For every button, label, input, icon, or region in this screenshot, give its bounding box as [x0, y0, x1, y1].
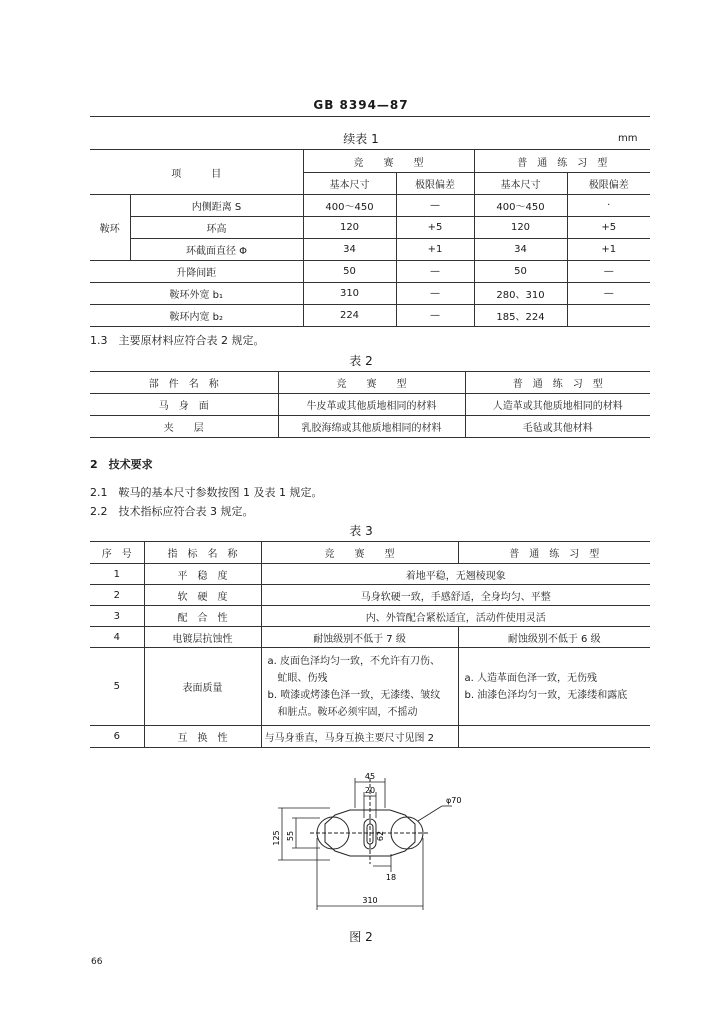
- table-cell: 马 身 面: [90, 394, 278, 416]
- table1: [90, 149, 650, 327]
- table-cell: 互 换 性: [144, 726, 261, 748]
- table2-header-competition: 竞 赛 型: [278, 372, 465, 394]
- table-cell: 夹 层: [90, 416, 278, 438]
- table-row: [90, 305, 650, 327]
- table-cell: 乳胶海绵或其他质地相同的材料: [278, 416, 465, 438]
- table-cell: [458, 726, 650, 748]
- table1-header-item: 项 目: [90, 150, 303, 195]
- table-cell: 内、外管配合紧松适宜，活动件使用灵活: [261, 606, 650, 627]
- table2-header-part: 部 件 名 称: [90, 372, 278, 394]
- table1-row-label: 鞍环外宽 b₁: [90, 283, 303, 305]
- table-cell: 4: [90, 627, 144, 648]
- table-cell: 120: [474, 217, 567, 239]
- table1-header-basic: 基本尺寸: [474, 173, 567, 195]
- table-cell: +5: [396, 217, 474, 239]
- table-row: [90, 606, 650, 627]
- table-cell: —: [396, 305, 474, 327]
- dim-label: φ70: [446, 796, 462, 805]
- table-cell: —: [567, 283, 650, 305]
- table-row: [90, 564, 650, 585]
- table1-row-label: 升降间距: [90, 261, 303, 283]
- dim-label: 55: [286, 830, 295, 842]
- table3-header-index: 指 标 名 称: [144, 542, 261, 564]
- table1-header-dev: 极限偏差: [396, 173, 474, 195]
- table-cell: 着地平稳，无翘棱现象: [261, 564, 650, 585]
- table-cell: 400～450: [303, 195, 396, 217]
- table2: [90, 371, 650, 438]
- table-row: [90, 283, 650, 305]
- table-cell: 平 稳 度: [144, 564, 261, 585]
- table-cell: +1: [396, 239, 474, 261]
- text-line: b. 喷漆或烤漆色泽一致，无漆缕、皱纹: [267, 689, 441, 701]
- table-cell: 耐蚀级别不低于 6 级: [458, 627, 650, 648]
- table1-group-label: 鞍环: [90, 195, 130, 261]
- table-row: [90, 195, 650, 217]
- table-cell: 50: [303, 261, 396, 283]
- table-cell: 5: [90, 648, 144, 726]
- table3-header-no: 序 号: [90, 542, 144, 564]
- table-cell: 50: [474, 261, 567, 283]
- paragraph-2-2: 2.2 技术指标应符合表 3 规定。: [90, 505, 254, 518]
- table-cell: —: [396, 283, 474, 305]
- table-cell: ·: [567, 195, 650, 217]
- standard-number: GB 8394—87: [313, 98, 409, 112]
- table1-row-label: 环截面直径 Φ: [130, 239, 303, 261]
- figure-caption: 图 2: [349, 930, 373, 944]
- dim-label: 62: [376, 830, 385, 842]
- table-cell: 2: [90, 585, 144, 606]
- text-line: a. 皮面色泽均匀一致，不允许有刀伤、: [267, 655, 440, 667]
- table-cell: 牛皮革或其他质地相同的材料: [278, 394, 465, 416]
- table-cell: 马身软硬一致，手感舒适，全身均匀、平整: [261, 585, 650, 606]
- table-cell: 1: [90, 564, 144, 585]
- paragraph-1-3: 1.3 主要原材料应符合表 2 规定。: [90, 334, 265, 347]
- table-row: [90, 217, 650, 239]
- text-line: a. 人造革面色泽一致，无伤残: [464, 672, 597, 684]
- table-cell: 表面质量: [144, 648, 261, 726]
- table3-surface-training: [458, 648, 650, 726]
- table-cell: 34: [474, 239, 567, 261]
- table3-surface-competition: [261, 648, 458, 726]
- table1-header-training: 普 通 练 习 型: [474, 150, 650, 173]
- header-rule: [90, 116, 650, 117]
- table3-title: 表 3: [349, 524, 373, 538]
- text-line: b. 油漆色泽均匀一致，无漆缕和露底: [464, 689, 628, 701]
- table-row: [90, 726, 650, 748]
- table-cell: —: [396, 195, 474, 217]
- table-cell: +1: [567, 239, 650, 261]
- table1-row-label: 鞍环内宽 b₂: [90, 305, 303, 327]
- table-cell: 3: [90, 606, 144, 627]
- pommel-drawing: [270, 768, 470, 918]
- table-cell: 软 硬 度: [144, 585, 261, 606]
- table-row: [90, 648, 650, 726]
- table3: [90, 541, 650, 748]
- table1-row-label: 内侧距离 S: [130, 195, 303, 217]
- dim-label: 45: [364, 772, 376, 781]
- table1-header-dev: 极限偏差: [567, 173, 650, 195]
- table-cell: 120: [303, 217, 396, 239]
- table-row: [90, 239, 650, 261]
- table-cell: 224: [303, 305, 396, 327]
- text-line: 和脏点。鞍环必须牢固，不摇动: [267, 706, 418, 718]
- table-cell: 400～450: [474, 195, 567, 217]
- paragraph-2-1: 2.1 鞍马的基本尺寸参数按图 1 及表 1 规定。: [90, 486, 323, 499]
- table-cell: 毛毡或其他材料: [465, 416, 650, 438]
- table-cell: 与马身垂直，马身互换主要尺寸见图 2: [261, 726, 458, 748]
- table-cell: 34: [303, 239, 396, 261]
- table-cell: —: [567, 261, 650, 283]
- table-cell: 电镀层抗蚀性: [144, 627, 261, 648]
- text-line: 虻眼、伤残: [267, 672, 328, 684]
- table1-row-label: 环高: [130, 217, 303, 239]
- table1-header-basic: 基本尺寸: [303, 173, 396, 195]
- table-row: [90, 394, 650, 416]
- table2-title: 表 2: [349, 354, 373, 368]
- table-cell: 人造革或其他质地相同的材料: [465, 394, 650, 416]
- section-2-heading: 2 技术要求: [90, 458, 153, 471]
- table-row: [90, 585, 650, 606]
- dim-label: 125: [272, 830, 281, 846]
- table-row: [90, 627, 650, 648]
- table2-header-training: 普 通 练 习 型: [465, 372, 650, 394]
- table1-header-competition: 竞 赛 型: [303, 150, 474, 173]
- table-cell: —: [396, 261, 474, 283]
- table1-unit: mm: [618, 133, 638, 144]
- table-cell: 6: [90, 726, 144, 748]
- table1-title: 续表 1: [343, 132, 379, 146]
- table-cell: 280、310: [474, 283, 567, 305]
- page-number: 66: [91, 957, 103, 967]
- table3-header-competition: 竞 赛 型: [261, 542, 458, 564]
- table-cell: [567, 305, 650, 327]
- table-cell: +5: [567, 217, 650, 239]
- dim-label: 20: [364, 786, 376, 795]
- table-cell: 185、224: [474, 305, 567, 327]
- dim-label: 18: [385, 873, 397, 882]
- dim-label: 310: [362, 896, 378, 905]
- table-cell: 耐蚀级别不低于 7 级: [261, 627, 458, 648]
- table-row: [90, 416, 650, 438]
- table-row: [90, 261, 650, 283]
- table3-header-training: 普 通 练 习 型: [458, 542, 650, 564]
- table-cell: 310: [303, 283, 396, 305]
- table-cell: 配 合 性: [144, 606, 261, 627]
